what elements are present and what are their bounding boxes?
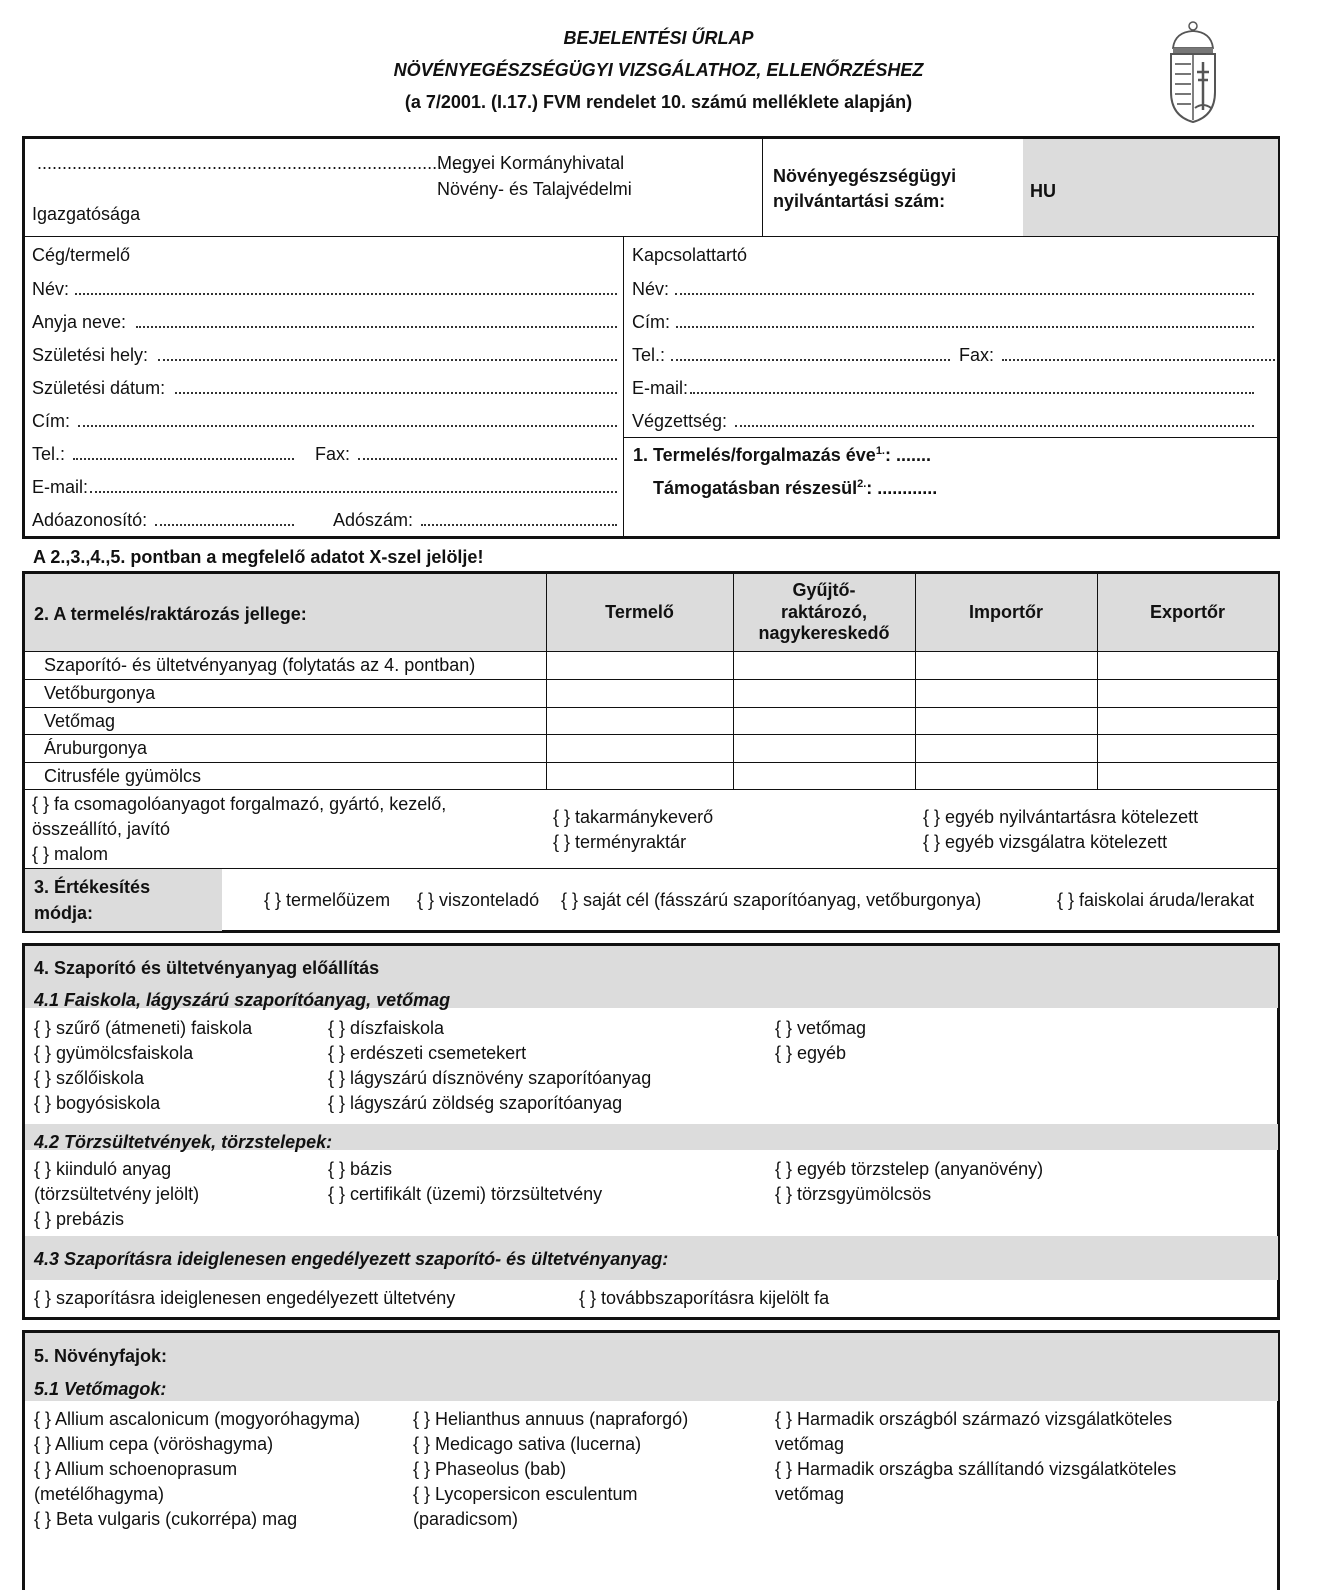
production-year-label: 1. Termelés/forgalmazás éve xyxy=(633,445,876,465)
reg-number-shade xyxy=(1023,139,1278,236)
footnote-2: 2. xyxy=(857,478,867,490)
contact-tel-label: Tel.: xyxy=(632,345,666,365)
tax-number-field[interactable] xyxy=(333,510,617,531)
education-field[interactable] xyxy=(632,411,1254,432)
birthplace-label: Születési hely: xyxy=(32,345,149,365)
contact-email-label: E-mail: xyxy=(632,378,689,398)
reg-number-label-line1: Növényegészségügyi xyxy=(773,166,957,186)
row-label-citrus-fruit: Citrusféle gyümölcs xyxy=(44,766,202,786)
option-allium-cepa[interactable]: { } Allium cepa (vöröshagyma) xyxy=(34,1434,274,1454)
company-tel-field[interactable] xyxy=(32,444,294,465)
company-fax-label: Fax: xyxy=(315,444,351,464)
option-allium-ascalonicum[interactable]: { } Allium ascalonicum (mogyoróhagyma) xyxy=(34,1409,361,1429)
section-4-title: 4. Szaporító és ültetvényanyag előállítás xyxy=(34,958,380,978)
company-address-field[interactable] xyxy=(32,411,617,432)
table-cell[interactable] xyxy=(735,653,914,678)
option-certified[interactable]: { } certifikált (üzemi) törzsültetvény xyxy=(328,1184,603,1204)
birthdate-label: Születési dátum: xyxy=(32,378,166,398)
option-other-registration[interactable]: { } egyéb nyilvántartásra kötelezett xyxy=(923,807,1199,827)
option-seed[interactable]: { } vetőmag xyxy=(775,1018,867,1038)
applicant-data-box xyxy=(22,136,1280,539)
contact-fax-label: Fax: xyxy=(959,345,995,365)
form-subtitle: NÖVÉNYEGÉSZSÉGÜGYI VIZSGÁLATHOZ, ELLENŐRZÉSHEZ xyxy=(393,60,924,80)
option-vine-nursery[interactable]: { } szőlőiskola xyxy=(34,1068,145,1088)
option-mill[interactable]: { } malom xyxy=(32,844,109,864)
option-medicago[interactable]: { } Medicago sativa (lucerna) xyxy=(413,1434,642,1454)
section-5-box xyxy=(22,1330,1280,1590)
col-header-exporter: Exportőr xyxy=(1149,601,1225,622)
option-third-country-export[interactable]: { } Harmadik országba szállítandó vizsgálatköteles xyxy=(775,1459,1177,1479)
form-legal-basis: (a 7/2001. (I.17.) FVM rendelet 10. számú melléklete alapján) xyxy=(404,92,913,112)
option-allium-schoenoprasum[interactable]: { } Allium schoenoprasum xyxy=(34,1459,238,1479)
option-ornamental-herbaceous[interactable]: { } lágyszárú dísznövény szaporítóanyag xyxy=(328,1068,652,1088)
option-fruit-nursery[interactable]: { } gyümölcsfaiskola xyxy=(34,1043,194,1063)
birthdate-field[interactable] xyxy=(32,378,617,399)
support-label: Támogatásban részesül xyxy=(653,478,858,498)
option-basic[interactable]: { } bázis xyxy=(328,1159,393,1179)
option-third-country-export-note: vetőmag xyxy=(775,1484,845,1504)
option-vegetable-herbaceous[interactable]: { } lágyszárú zöldség szaporítóanyag xyxy=(328,1093,623,1113)
option-temp-plantation[interactable]: { } szaporításra ideiglenesen engedélyezett ültetvény xyxy=(34,1288,456,1308)
section-5-1-title: 5.1 Vetőmagok: xyxy=(34,1379,167,1399)
section-3-title-line1: 3. Értékesítés xyxy=(34,877,151,897)
option-production-plant[interactable]: { } termelőüzem xyxy=(264,890,391,910)
tax-number-label: Adószám: xyxy=(333,510,414,530)
row-label-ware-potato: Áruburgonya xyxy=(44,738,148,758)
option-other-inspection[interactable]: { } egyéb vizsgálatra kötelezett xyxy=(923,832,1168,852)
footnote-1: 1. xyxy=(875,445,885,457)
authority-name-line2: Növény- és Talajvédelmi xyxy=(437,179,632,199)
contact-section-title: Kapcsolattartó xyxy=(632,245,748,265)
option-other-stock[interactable]: { } egyéb törzstelep (anyanövény) xyxy=(775,1159,1044,1179)
mother-name-field[interactable] xyxy=(32,312,617,333)
authority-name-line1: Megyei Kormányhivatal xyxy=(437,153,625,173)
contact-name-label: Név: xyxy=(632,279,670,299)
section-4-3-title: 4.3 Szaporításra ideiglenesen engedélyezett szaporító- és ültetvényanyag: xyxy=(34,1249,669,1269)
option-stock-orchard[interactable]: { } törzsgyümölcsös xyxy=(775,1184,932,1204)
option-designated-tree[interactable]: { } továbbszaporításra kijelölt fa xyxy=(579,1288,830,1308)
production-year-field[interactable] xyxy=(633,445,931,466)
option-third-country-origin-note: vetőmag xyxy=(775,1434,845,1454)
instruction-text: A 2.,3.,4.,5. pontban a megfelelő adatot X-szel jelölje! xyxy=(33,547,484,567)
option-crop-storage[interactable]: { } terményraktár xyxy=(553,832,687,852)
company-name-field[interactable] xyxy=(32,279,617,300)
option-allium-schoenoprasum-note: (metélőhagyma) xyxy=(34,1484,165,1504)
section-4-box xyxy=(22,943,1280,1320)
row-label-seed-potato: Vetőburgonya xyxy=(44,683,156,703)
option-other[interactable]: { } egyéb xyxy=(775,1043,847,1063)
contact-address-field[interactable] xyxy=(632,312,1254,333)
option-initial-material-note: (törzsültetvény jelölt) xyxy=(34,1184,200,1204)
contact-email-field[interactable] xyxy=(632,378,1254,399)
company-email-label: E-mail: xyxy=(32,477,89,497)
col-header-importer: Importőr xyxy=(969,601,1043,622)
company-section-title: Cég/termelő xyxy=(32,245,131,265)
option-wood-packaging[interactable]: { } fa csomagolóanyagot forgalmazó, gyártó, kezelő, xyxy=(32,794,447,814)
support-field[interactable] xyxy=(653,478,937,499)
option-prebasic[interactable]: { } prebázis xyxy=(34,1209,125,1229)
table-cell[interactable] xyxy=(1099,653,1277,678)
support-blank: : ............ xyxy=(866,478,938,498)
section-4-1-title: 4.1 Faiskola, lágyszárú szaporítóanyag, vetőmag xyxy=(34,990,451,1010)
production-year-blank: : ....... xyxy=(885,445,932,465)
contact-tel-field[interactable] xyxy=(632,345,950,366)
option-feed-mixer[interactable]: { } takarmánykeverő xyxy=(553,807,714,827)
option-lycopersicon[interactable]: { } Lycopersicon esculentum xyxy=(413,1484,638,1504)
section-4-2-title: 4.2 Törzsültetvények, törzstelepek: xyxy=(34,1132,333,1152)
section-3-title-line2: módja: xyxy=(34,903,94,923)
section-5-title: 5. Növényfajok: xyxy=(34,1346,168,1366)
education-label: Végzettség: xyxy=(632,411,728,431)
contact-address-label: Cím: xyxy=(632,312,670,332)
company-email-field[interactable] xyxy=(32,477,617,498)
section-2-title: 2. A termelés/raktározás jellege: xyxy=(34,604,307,624)
authority-name-line3: Igazgatósága xyxy=(32,204,141,224)
option-phaseolus[interactable]: { } Phaseolus (bab) xyxy=(413,1459,567,1479)
option-berry-nursery[interactable]: { } bogyósiskola xyxy=(34,1093,161,1113)
authority-county-dots[interactable]: ........................................................................................ xyxy=(37,153,478,173)
coat-of-arms-icon xyxy=(1165,18,1221,126)
section-2-3-box xyxy=(22,571,1280,933)
mother-name-label: Anyja neve: xyxy=(32,312,127,332)
option-initial-material[interactable]: { } kiinduló anyag xyxy=(34,1159,172,1179)
reg-number-label-line2: nyilvántartási szám: xyxy=(773,191,946,211)
birthplace-field[interactable] xyxy=(32,345,617,366)
option-wood-packaging-cont: összeállító, javító xyxy=(32,819,171,839)
option-nursery-outlet[interactable]: { } faiskolai áruda/lerakat xyxy=(1057,890,1255,910)
table-cell[interactable] xyxy=(917,653,1096,678)
company-name-label: Név: xyxy=(32,279,70,299)
tax-id-label: Adóazonosító: xyxy=(32,510,148,530)
option-reseller[interactable]: { } viszonteladó xyxy=(417,890,540,910)
reg-number-value[interactable]: HU xyxy=(1030,181,1056,201)
contact-fax-field[interactable] xyxy=(959,345,1275,366)
tax-id-field[interactable] xyxy=(32,510,294,531)
company-tel-label: Tel.: xyxy=(32,444,66,464)
col-header-wholesaler: Gyűjtő- raktározó, nagykereskedő xyxy=(758,580,890,644)
row-label-propagating-material: Szaporító- és ültetvényanyag (folytatás az 4. pontban) xyxy=(44,655,476,675)
contact-name-field[interactable] xyxy=(632,279,1254,300)
option-transit-nursery[interactable]: { } szűrő (átmeneti) faiskola xyxy=(34,1018,253,1038)
option-forest-nursery[interactable]: { } erdészeti csemetekert xyxy=(328,1043,527,1063)
option-beta-vulgaris[interactable]: { } Beta vulgaris (cukorrépa) mag xyxy=(34,1509,298,1529)
company-fax-field[interactable] xyxy=(315,444,617,465)
option-own-use[interactable]: { } saját cél (fásszárú szaporítóanyag, vetőburgonya) xyxy=(561,890,982,910)
col-header-producer: Termelő xyxy=(605,601,674,622)
table-cell[interactable] xyxy=(548,653,732,678)
option-third-country-origin[interactable]: { } Harmadik országból származó vizsgálatköteles xyxy=(775,1409,1173,1429)
form-title: BEJELENTÉSI ŰRLAP xyxy=(563,28,754,48)
row-label-seed: Vetőmag xyxy=(44,711,116,731)
company-address-label: Cím: xyxy=(32,411,70,431)
option-helianthus[interactable]: { } Helianthus annuus (napraforgó) xyxy=(413,1409,689,1429)
option-lycopersicon-note: (paradicsom) xyxy=(413,1509,519,1529)
option-ornamental-nursery[interactable]: { } díszfaiskola xyxy=(328,1018,445,1038)
